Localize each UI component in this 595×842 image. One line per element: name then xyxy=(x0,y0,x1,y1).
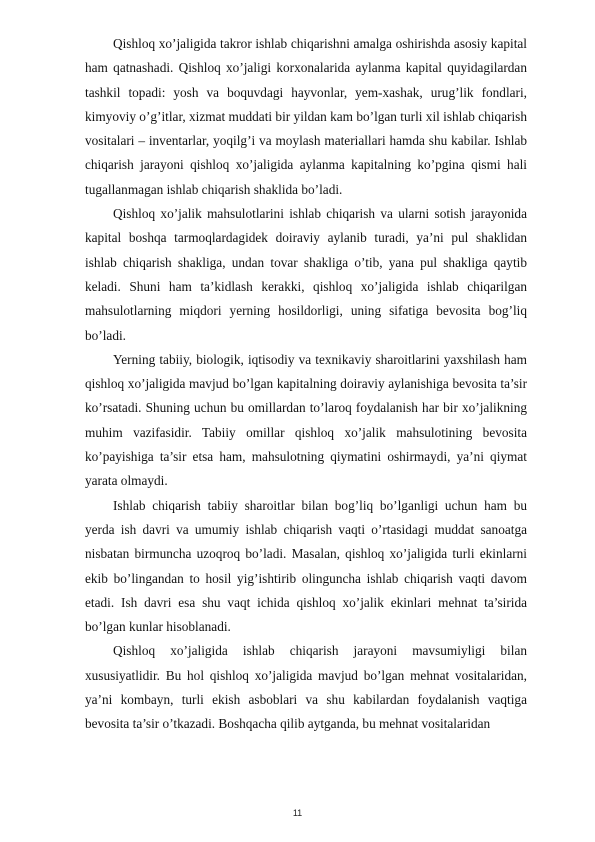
paragraph: Qishloq xo’jaligida ishlab chiqarish jarayoni mavsumiyligi bilan xususiyatlidir. Bu hol qishloq xo’jaligida mavjud bo’lgan mehnat vositalaridan, ya’ni kombayn, turli ekish asboblari va shu kabilardan foydalanish vaqtiga bevosita ta’sir o’tkazadi. Boshqacha qilib aytganda, bu mehnat vositalaridan xyxy=(85,643,527,732)
page-number: 11 xyxy=(292,808,303,818)
paragraph: Qishloq xo’jalik mahsulotlarini ishlab chiqarish va ularni sotish jarayonida kapital boshqa tarmoqlardagidek doiraviy aylanib turadi, ya’ni pul shaklidan ishlab chiqarish shakliga, undan tovar shakliga o’tib, yana pul shakliga qaytib keladi. Shuni ham ta’kidlash kerakki, qishloq xo’jaligida ishlab chiqarilgan mahsulotlarning miqdori yerning hosildorligi, uning sifatiga bevosita bog’liq bo’ladi. xyxy=(85,206,527,343)
body-text xyxy=(85,32,527,737)
paragraph: Qishloq xo’jaligida takror ishlab chiqarishni amalga oshirishda asosiy kapital ham qatnashadi. Qishloq xo’jaligi korxonalarida aylanma kapital quyidagilardan tashkil topadi: yosh va boquvdagi hayvonlar, yem-xashak, urug’lik fondlari, kimyoviy o’g’itlar, xizmat muddati bir yildan kam bo’lgan turli xil ishlab chiqarish vositalari – inventarlar, yoqilg’i va moylash materiallari hamda shu kabilar. Ishlab chiqarish jarayoni qishloq xo’jaligida aylanma kapitalning ko’pgina qismi hali tugallanmagan ishlab chiqarish shaklida bo’ladi. xyxy=(85,36,527,197)
paragraph: Ishlab chiqarish tabiiy sharoitlar bilan bog’liq bo’lganligi uchun ham bu yerda ish davri va umumiy ishlab chiqarish vaqti o’rtasidagi muddat sanoatga nisbatan birmuncha uzoqroq bo’ladi. Masalan, qishloq xo’jaligida turli ekinlarni ekib bo’lingandan to hosil yig’ishtirib olinguncha ishlab chiqarish vaqti davom etadi. Ish davri esa shu vaqt ichida qishloq xo’jalik ekinlari mehnat ta’sirida bo’lgan kunlar hisoblanadi. xyxy=(85,497,527,635)
paragraph: Yerning tabiiy, biologik, iqtisodiy va texnikaviy sharoitlarini yaxshilash ham qishloq xo’jaligida mavjud bo’lgan kapitalning doiraviy aylanishiga bevosita ta’sir ko’rsatadi. Shuning uchun bu omillardan to’laroq foydalanish har bir xo’jalikning muhim vazifasidir. Tabiiy omillar qishloq xo’jalik mahsulotining bevosita ko’payishiga ta’sir etsa ham, mahsulotning qiymatini oshirmaydi, ya’ni qiymat yarata olmaydi. xyxy=(85,351,527,489)
